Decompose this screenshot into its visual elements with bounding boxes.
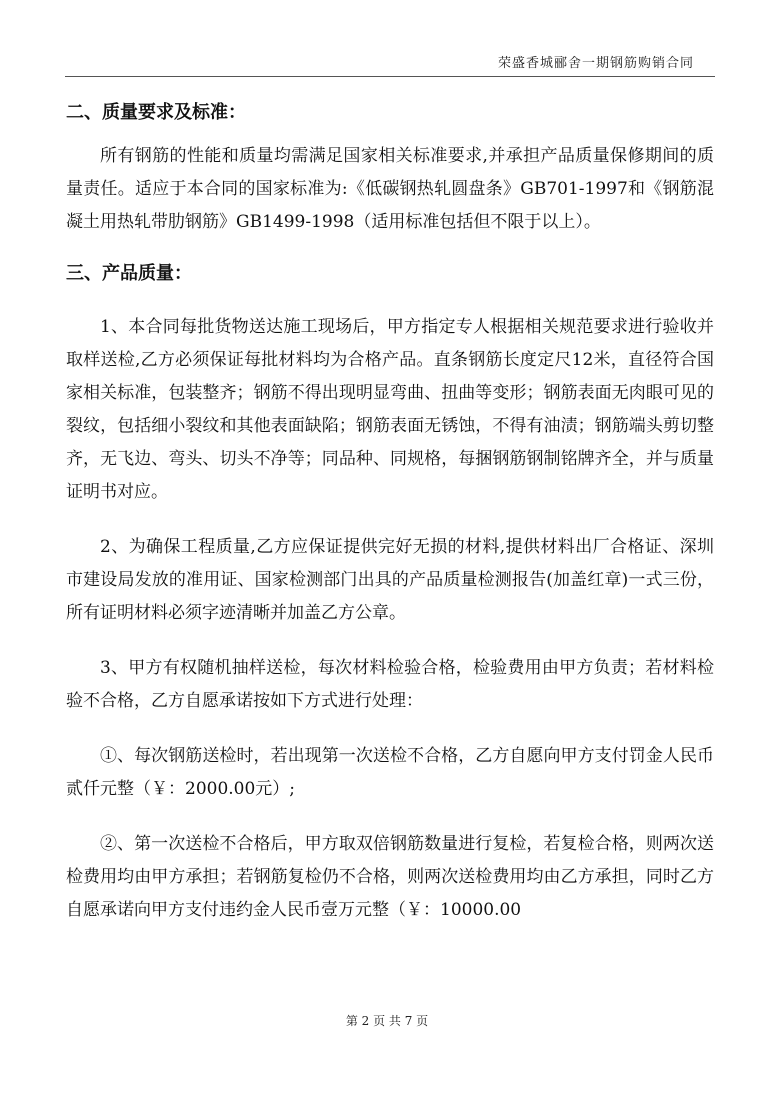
section-2-body: 所有钢筋的性能和质量均需满足国家相关标准要求,并承担产品质量保修期间的质量责任。适应于本合同的国家标准为:《低碳钢热轧圆盘条》GB701-1997和《钢筋混凝土用热轧带肋钢筋》GB1499-1998（适用标准包括但不限于以上）。 bbox=[66, 146, 714, 232]
running-header: 荣盛香城郦舍一期钢筋购销合同 bbox=[497, 56, 694, 71]
section-3-item-2: ②、第一次送检不合格后，甲方取双倍钢筋数量进行复检，若复检合格，则两次送检费用均由甲方承担；若钢筋复检仍不合格，则两次送检费用均由乙方承担，同时乙方自愿承诺向甲方支付违约金人民币壹万元整（￥：10000.00 bbox=[66, 834, 714, 920]
header-rule bbox=[65, 76, 715, 77]
section-3-clause-3: 3、甲方有权随机抽样送检，每次材料检验合格，检验费用由甲方负责；若材料检验不合格，乙方自愿承诺按如下方式进行处理： bbox=[66, 658, 714, 711]
page-number: 第 2 页 共 7 页 bbox=[345, 1014, 429, 1028]
section-3-clause-2: 2、为确保工程质量,乙方应保证提供完好无损的材料,提供材料出厂合格证、深圳市建设局发放的准用证、国家检测部门出具的产品质量检测报告(加盖红章)一式三份，所有证明材料必须字迹清晰并加盖乙方公章。 bbox=[66, 537, 714, 623]
section-3-clause-1: 1、本合同每批货物送达施工现场后，甲方指定专人根据相关规范要求进行验收并取样送检,乙方必须保证每批材料均为合格产品。直条钢筋长度定尺12米，直径符合国家相关标准，包装整齐；钢筋不得出现明显弯曲、扭曲等变形；钢筋表面无肉眼可见的裂纹，包括细小裂纹和其他表面缺陷；钢筋表面无锈蚀，不得有油渍；钢筋端头剪切整齐，无飞边、弯头、切头不净等；同品种、同规格，每捆钢筋钢制铭牌齐全，并与质量证明书对应。 bbox=[66, 317, 714, 502]
page-content bbox=[66, 98, 714, 927]
section-2-heading: 二、质量要求及标准： bbox=[66, 102, 246, 123]
section-3-heading: 三、产品质量： bbox=[66, 263, 192, 284]
section-3-item-1: ①、每次钢筋送检时，若出现第一次送检不合格，乙方自愿向甲方支付罚金人民币贰仟元整（￥：2000.00元）; bbox=[66, 746, 714, 799]
